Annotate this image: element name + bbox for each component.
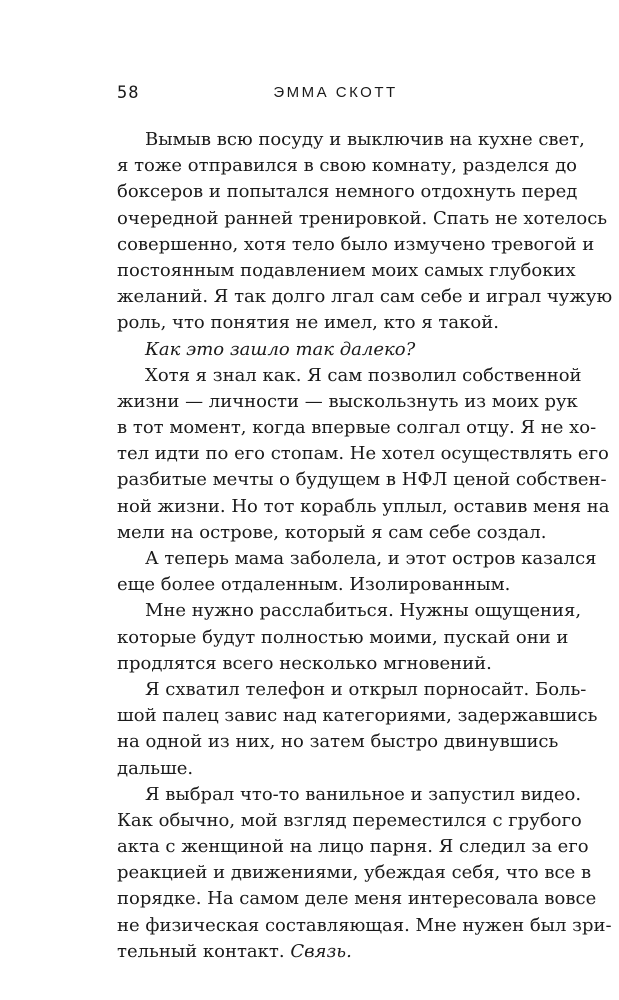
text-line: жизни — личности — выскользнуть из моих рук [117,390,578,412]
text-line: ной жизни. Но тот корабль уплыл, оставив меня на [117,495,610,517]
text-line: Я выбрал что-то ванильное и запустил видео. [145,783,582,805]
final-text-line [117,939,554,965]
text-line: на одной из них, но затем быстро двинувшись [117,731,559,753]
italic-thought-line: Как это зашло так далеко? [145,338,416,360]
text-line: Я схватил телефон и открыл порносайт. Боль- [145,678,587,700]
text-line: роль, что понятия не имел, кто я такой. [117,312,499,334]
text-line: которые будут полностью моими, пускай они и [117,626,569,648]
text-line: А теперь мама заболела, и этот остров казался [145,548,597,569]
text-line: тел идти по его стопам. Не хотел осуществлять его [117,443,609,465]
text-line: Хотя я знал как. Я сам позволил собственной [145,364,582,386]
text-line: шой палец завис над категориями, задержавшись [117,705,598,727]
text-line: Вымыв всю посуду и выключив на кухне свет, [145,129,585,150]
text-line: в тот момент, когда впервые солгал отцу. Я не хо- [117,417,597,439]
text-line: не физическая составляющая. Мне нужен был зри- [117,914,612,936]
text-line: постоянным подавлением моих самых глубоких [117,259,576,281]
text-line: совершенно, хотя тело было измучено тревогой и [117,233,595,255]
emphasis-word: Связь. [290,940,352,962]
text-line: Как обычно, мой взгляд переместился с грубого [117,809,582,831]
text-line: очередной ранней тренировкой. Спать не хотелось [117,207,608,229]
text-line: дальше. [117,757,194,779]
author-name: ЭММА СКОТТ [273,84,398,101]
text-line: акта с женщиной на лицо парня. Я следил за его [117,836,589,858]
text-line: тельный контакт. [117,940,291,962]
text-line: я тоже отправился в свою комнату, разделся до [117,155,578,177]
text-line: желаний. Я так долго лгал сам себе и играл чужую [117,286,613,308]
text-line: порядке. На самом деле меня интересовала вовсе [117,888,597,910]
page-number: 58 [117,83,140,103]
text-line: реакцией и движениями, убеждая себя, что все в [117,862,592,884]
text-line: мели на острове, который я сам себе создал. [117,521,547,543]
text-line: Мне нужно расслабиться. Нужны ощущения, [145,600,582,622]
running-header [117,83,554,107]
text-line: продлятся всего несколько мгновений. [117,652,492,674]
text-line: боксеров и попытался немного отдохнуть перед [117,181,578,203]
body-text [117,127,613,965]
text-line: еще более отдаленным. Изолированным. [117,574,511,596]
text-line: разбитые мечты о будущем в НФЛ ценой собствен- [117,469,607,491]
